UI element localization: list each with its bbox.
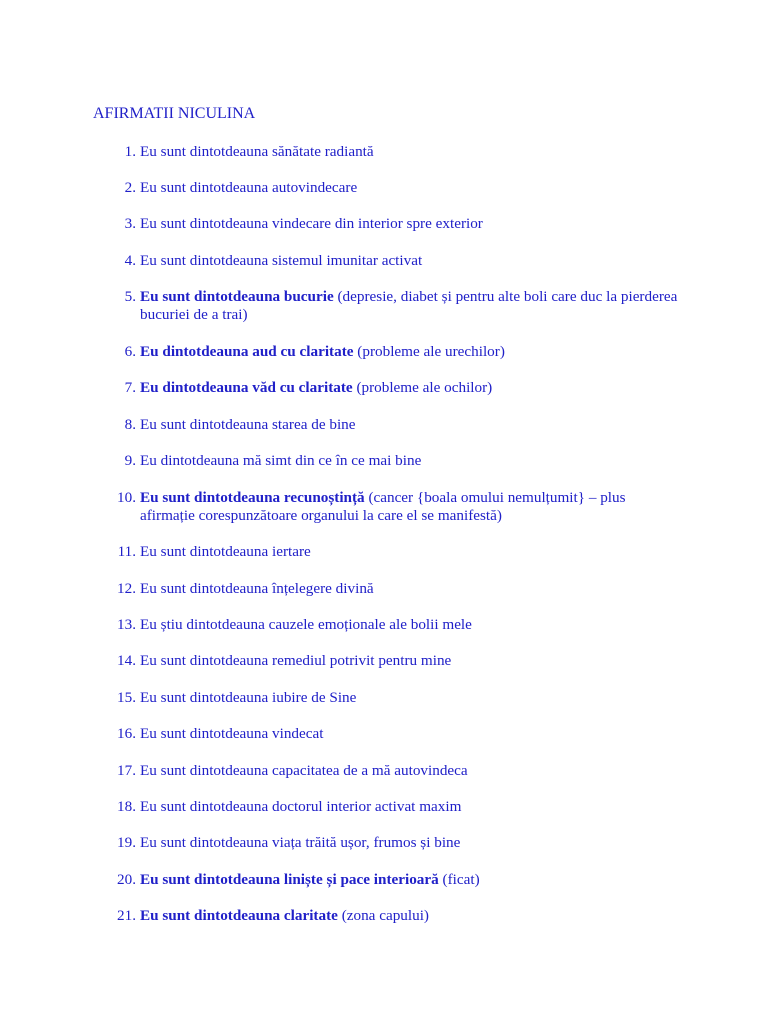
item-text: [140, 689, 680, 707]
item-plain-text: (probleme ale ochilor): [352, 379, 493, 396]
item-number: 4.: [124, 252, 136, 269]
item-text: [140, 834, 680, 852]
item-text: [140, 416, 680, 434]
item-plain-text: (zona capului): [337, 907, 429, 924]
item-number: 15.: [117, 689, 136, 706]
item-plain-text: Eu sunt dintotdeauna iertare: [140, 543, 311, 560]
page-title: AFIRMATII NICULINA: [93, 105, 256, 122]
item-number: 16.: [117, 725, 136, 742]
item-number: 18.: [117, 798, 136, 815]
item-plain-text: Eu sunt dintotdeauna viața trăită ușor, frumos și bine: [140, 834, 461, 851]
item-text: [140, 762, 680, 780]
item-plain-text: Eu știu dintotdeauna cauzele emoționale ale bolii mele: [140, 616, 472, 633]
item-plain-text: Eu sunt dintotdeauna remediul potrivit pentru mine: [140, 652, 452, 669]
item-text: [140, 798, 680, 816]
item-number: 10.: [117, 489, 136, 506]
item-plain-text: Eu sunt dintotdeauna starea de bine: [140, 416, 356, 433]
item-text: [140, 543, 680, 561]
item-plain-text: Eu sunt dintotdeauna sănătate radiantă: [140, 143, 374, 160]
item-text: [140, 452, 680, 470]
item-text: [140, 489, 680, 525]
item-number: 9.: [124, 452, 136, 469]
item-plain-text: Eu sunt dintotdeauna înțelegere divină: [140, 580, 374, 597]
item-plain-text: Eu sunt dintotdeauna vindecare din interior spre exterior: [140, 215, 483, 232]
item-text: [140, 288, 680, 324]
item-number: 14.: [117, 652, 136, 669]
item-plain-text: Eu sunt dintotdeauna autovindecare: [140, 179, 358, 196]
item-number: 11.: [117, 543, 136, 560]
item-text: [140, 215, 680, 233]
item-number: 19.: [117, 834, 136, 851]
item-bold-text: Eu sunt dintotdeauna bucurie: [140, 288, 334, 305]
item-bold-text: Eu sunt dintotdeauna liniște și pace interioară: [140, 871, 439, 888]
item-number: 21.: [117, 907, 136, 924]
item-text: [140, 379, 680, 397]
item-number: 8.: [124, 416, 136, 433]
item-bold-text: Eu sunt dintotdeauna recunoștință: [140, 489, 365, 506]
item-text: [140, 580, 680, 598]
item-number: 13.: [117, 616, 136, 633]
item-plain-text: Eu sunt dintotdeauna iubire de Sine: [140, 689, 357, 706]
item-text: [140, 143, 680, 161]
item-text: [140, 252, 680, 270]
item-text: [140, 179, 680, 197]
item-number: 1.: [124, 143, 136, 160]
item-plain-text: Eu dintotdeauna mă simt din ce în ce mai bine: [140, 452, 422, 469]
item-number: 6.: [124, 343, 136, 360]
item-text: [140, 907, 680, 925]
item-plain-text: Eu sunt dintotdeauna sistemul imunitar activat: [140, 252, 423, 269]
item-bold-text: Eu sunt dintotdeauna claritate: [140, 907, 338, 924]
item-text: [140, 343, 680, 361]
item-text: [140, 871, 680, 889]
item-number: 20.: [117, 871, 136, 888]
item-plain-text: (cancer {boala omului nemulțumit} – plus afirmație corespunzătoare organului la care el se manifestă): [140, 489, 626, 524]
item-text: [140, 616, 680, 634]
item-plain-text: (ficat): [438, 871, 480, 888]
item-number: 12.: [117, 580, 136, 597]
item-bold-text: Eu dintotdeauna aud cu claritate: [140, 343, 354, 360]
item-number: 3.: [124, 215, 136, 232]
item-text: [140, 725, 680, 743]
item-plain-text: Eu sunt dintotdeauna capacitatea de a mă autovindeca: [140, 762, 468, 779]
item-number: 2.: [124, 179, 136, 196]
item-text: [140, 652, 680, 670]
item-plain-text: Eu sunt dintotdeauna doctorul interior activat maxim: [140, 798, 462, 815]
item-number: 7.: [124, 379, 136, 396]
item-plain-text: (depresie, diabet și pentru alte boli care duc la pierderea bucuriei de a trai): [140, 288, 678, 323]
item-plain-text: Eu sunt dintotdeauna vindecat: [140, 725, 324, 742]
item-number: 17.: [117, 762, 136, 779]
item-plain-text: (probleme ale urechilor): [353, 343, 505, 360]
item-bold-text: Eu dintotdeauna văd cu claritate: [140, 379, 353, 396]
item-number: 5.: [124, 288, 136, 305]
